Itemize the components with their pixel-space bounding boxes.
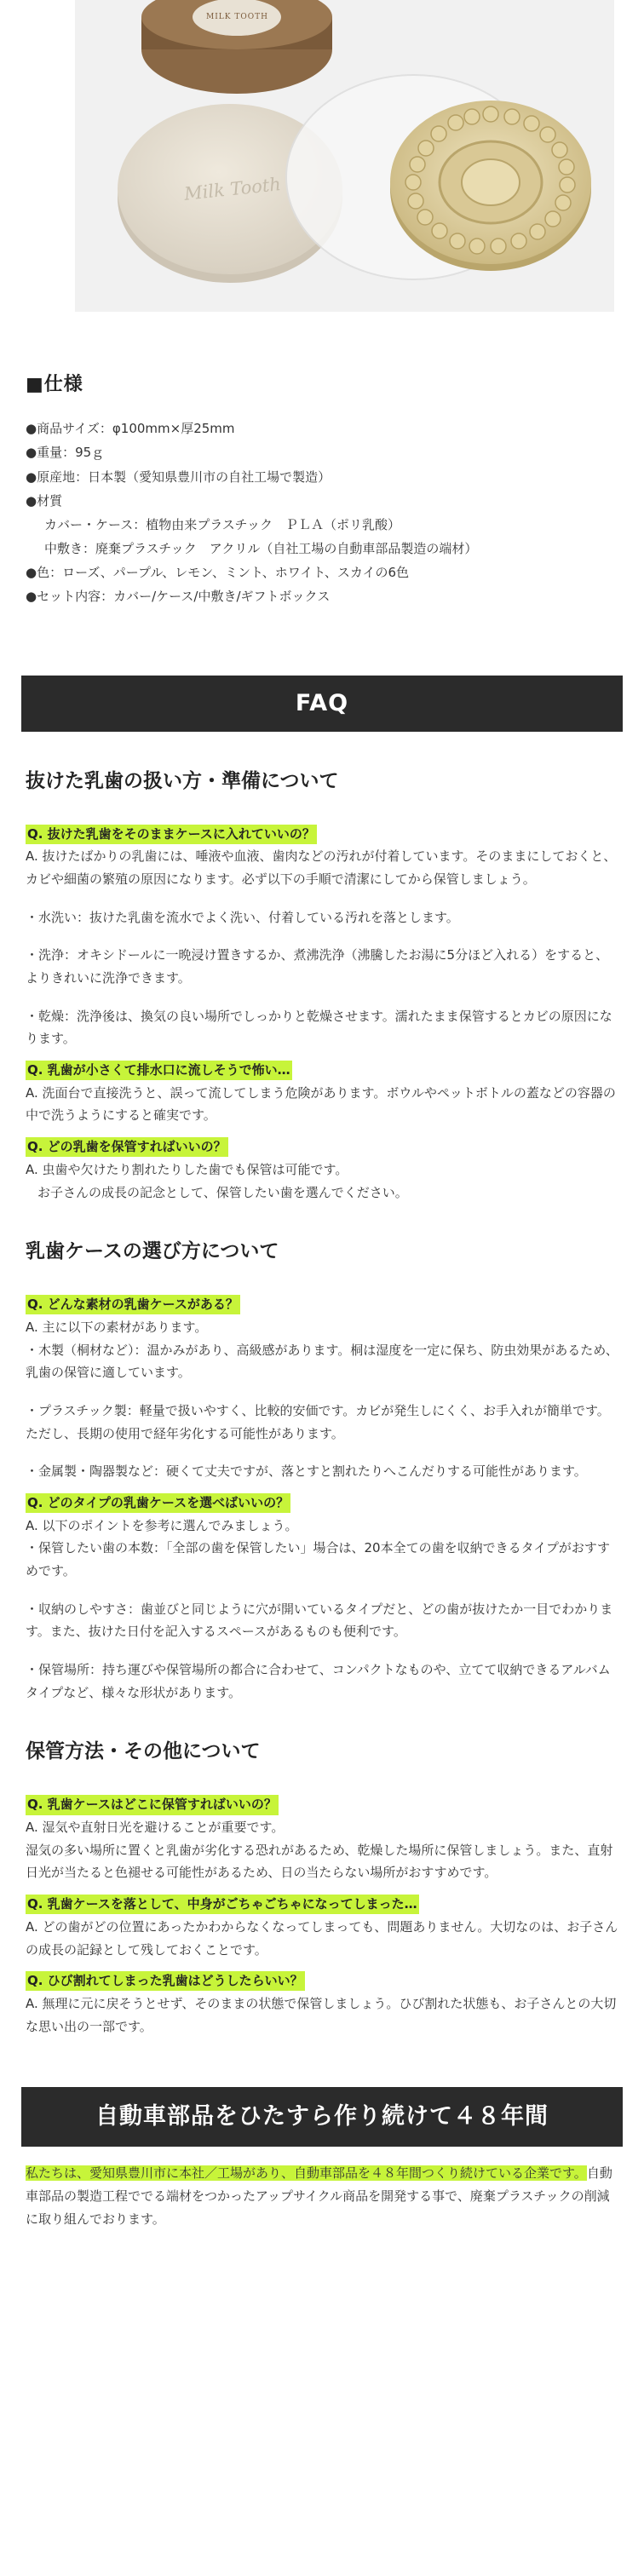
- faq-answer: A. 抜けたばかりの乳歯には、唾液や血液、歯肉などの汚れが付着しています。そのままにしておくと、カビや細菌の繁殖の原因になります。必ず以下の手順で清潔にしてから保管しましょう。: [26, 848, 617, 887]
- faq-material-wood: ・木製（桐材など）：温かみがあり、高級感があります。桐は湿度を一定に保ち、防虫効果があるため、乳歯の保管に適しています。: [26, 1342, 618, 1381]
- faq-question: Q. ひび割れてしまった乳歯はどうしたらいい？: [26, 1971, 305, 1991]
- faq-question: Q. 乳歯が小さくて排水口に流しそうで怖い…: [26, 1061, 292, 1080]
- faq-section-title-handling: 抜けた乳歯の扱い方・準備について: [26, 769, 339, 792]
- faq-answer: A. 湿気や直射日光を避けることが重要です。: [26, 1820, 285, 1836]
- box-label-text: MILK TOOTH: [206, 13, 268, 21]
- faq-question: Q. 乳歯ケースを落として、中身がごちゃごちゃになってしまった…: [26, 1895, 419, 1914]
- spec-colors: ●色：ローズ、パープル、レモン、ミント、ホワイト、スカイの6色: [26, 565, 409, 581]
- spec-origin: ●原産地：日本製（愛知県豊川市の自社工場で製造）: [26, 469, 331, 485]
- company-body: 自動車部品の製造工程ででる端材をつかったアップサイクル商品を開発する事で、廃棄プラスチックの削減に取り組んでおります。: [26, 2165, 612, 2227]
- faq-banner: FAQ: [21, 676, 623, 732]
- faq-answer-continued: お子さんの成長の記念として、保管したい歯を選んでください。: [37, 1184, 408, 1200]
- faq-material-plastic: ・プラスチック製：軽量で扱いやすく、比較的安価です。カビが発生しにくく、お手入れが簡単です。ただし、長期の使用で経年劣化する可能性があります。: [26, 1402, 610, 1441]
- faq-answer: A. 虫歯や欠けたり割れたりした歯でも保管は可能です。: [26, 1161, 348, 1177]
- faq-answer-continued: 湿気の多い場所に置くと乳歯が劣化する恐れがあるため、乾燥した場所に保管しましょう。また、直射日光が当たると色褪せる可能性があるため、日の当たらない場所がおすすめです。: [26, 1842, 613, 1881]
- product-photo: [75, 0, 614, 312]
- faq-step-dry: ・乾燥：洗浄後は、換気の良い場所でしっかりと乾燥させます。濡れたまま保管するとカビの原因になります。: [26, 1008, 612, 1047]
- spec-material: ●材質: [26, 492, 63, 509]
- company-highlight: 私たちは、愛知県豊川市に本社／工場があり、自動車部品を４８年間つくり続けている企業です。: [26, 2165, 587, 2182]
- faq-point-place: ・保管場所：持ち運びや保管場所の都合に合わせて、コンパクトなものや、立てて収納できるアルバムタイプなど、様々な形状があります。: [26, 1662, 611, 1700]
- company-description: [0, 2147, 644, 2230]
- product-illustration: [75, 0, 614, 312]
- faq-step-sterilize: ・洗浄：オキシドールに一晩浸け置きするか、煮沸洗浄（沸騰したお湯に5分ほど入れる）をすると、よりきれいに洗浄できます。: [26, 947, 609, 986]
- faq-answer: A. 無理に元に戻そうとせず、そのままの状態で保管しましょう。ひび割れた状態も、お子さんとの大切な思い出の一部です。: [26, 1995, 617, 2034]
- spec-set: ●セット内容：カバー/ケース/中敷き/ギフトボックス: [26, 589, 331, 605]
- faq-section-title-selection: 乳歯ケースの選び方について: [26, 1240, 279, 1263]
- faq-answer: A. 主に以下の素材があります。: [26, 1319, 208, 1335]
- faq-question: Q. どのタイプの乳歯ケースを選べばいいの？: [26, 1493, 290, 1513]
- faq-section: [0, 764, 644, 2038]
- product-photo-area: [0, 0, 644, 317]
- faq-point-ease: ・収納のしやすさ：歯並びと同じように穴が開いているタイプだと、どの歯が抜けたか一目でわかります。また、抜けた日付を記入するスペースがあるものも便利です。: [26, 1601, 613, 1640]
- spec-material-cover: カバー・ケース：植物由来プラスチック ＰＬＡ（ポリ乳酸）: [44, 516, 401, 532]
- faq-answer: A. 洗面台で直接洗うと、誤って流してしまう危険があります。ボウルやペットボトルの蓋などの容器の中で洗うようにすると確実です。: [26, 1084, 616, 1124]
- faq-question: Q. 乳歯ケースはどこに保管すればいいの？: [26, 1795, 279, 1814]
- faq-answer: A. 以下のポイントを参考に選んでみましょう。: [26, 1517, 298, 1533]
- spec-section: [0, 317, 644, 609]
- spec-size: ●商品サイズ：φ100mm×厚25mm: [26, 421, 235, 437]
- spec-heading: ■仕様: [26, 374, 83, 395]
- faq-question: Q. どの乳歯を保管すればいいの？: [26, 1137, 228, 1157]
- faq-question: Q. どんな素材の乳歯ケースがある？: [26, 1295, 240, 1314]
- spec-material-inner: 中敷き：廃棄プラスチック アクリル（自社工場の自動車部品製造の端材）: [44, 541, 478, 557]
- faq-step-wash: ・水洗い：抜けた乳歯を流水でよく洗い、付着している汚れを落とします。: [26, 909, 459, 925]
- faq-question: Q. 抜けた乳歯をそのままケースに入れていいの？: [26, 825, 317, 844]
- spec-weight: ●重量：95ｇ: [26, 445, 105, 461]
- company-banner: 自動車部品をひたすら作り続けて４８年間: [21, 2087, 623, 2147]
- faq-answer: A. どの歯がどの位置にあったかわからなくなってしまっても、問題ありません。大切なのは、お子さんの成長の記録として残しておくことです。: [26, 1918, 618, 1958]
- faq-section-title-storage: 保管方法・その他について: [26, 1740, 261, 1763]
- faq-point-count: ・保管したい歯の本数：「全部の歯を保管したい」場合は、20本全ての歯を収納できるタイプがおすすめです。: [26, 1540, 610, 1579]
- faq-material-metal: ・金属製・陶器製など：硬くて丈夫ですが、落とすと割れたりへこんだりする可能性があります。: [26, 1463, 587, 1480]
- lid-logo-text: Milk Tooth: [182, 174, 282, 204]
